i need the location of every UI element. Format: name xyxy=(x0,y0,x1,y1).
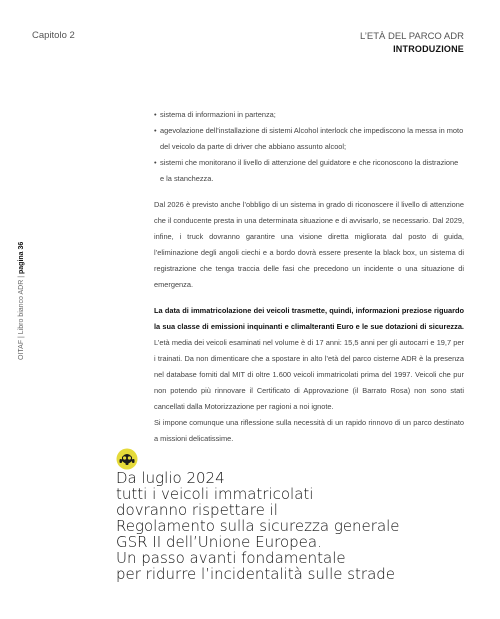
highlight-sentence: La data di immatricolazione dei veicoli trasmette, quindi, informazioni preziose riguardo la sua classe di emissioni inquinanti e climalteranti Euro e le sue dotazioni di sicurezza. xyxy=(154,306,464,331)
body-text xyxy=(154,107,464,447)
chapter-label: Capitolo 2 xyxy=(32,30,75,41)
quote-line: GSR II dell’Unione Europea. xyxy=(116,533,322,551)
quote-line: Da luglio 2024 xyxy=(116,469,225,487)
quote-line: dovranno rispettare il xyxy=(116,501,278,519)
page-number: pagina 36 xyxy=(18,241,25,274)
paragraph: Dal 2026 è previsto anche l’obbligo di un sistema in grado di riconoscere il livello di attenzione che il conducente presta in una determinata situazione e di avvisarlo, se necessario. Dal 2029, infine, i truck dovranno garantire una visione diretta migliorata dal posto di guida, l’eliminazione degli angoli ciechi e a bordo dovrà essere presente la black box, un sistema di registrazione che tenga traccia delle fasi che precedono un incidente o una situazione di emergenza. xyxy=(154,200,464,289)
gas-mask-icon xyxy=(116,448,138,470)
publisher-label: OITAF | Libro bianco ADR | xyxy=(18,275,25,360)
chapter-title: L’ETÀ DEL PARCO ADR xyxy=(359,31,464,42)
pull-quote xyxy=(116,470,476,582)
section-title: INTRODUZIONE xyxy=(393,44,464,54)
quote-line: Un passo avanti fondamentale xyxy=(116,549,346,567)
quote-line: per ridurre l’incidentalità sulle strade xyxy=(116,565,396,583)
paragraph: La data di immatricolazione dei veicoli trasmette, quindi, informazioni preziose riguardo la sua classe di emissioni inquinanti e climalteranti Euro e le sue dotazioni di sicurezza. L’età media dei veicoli esaminati nel volume è di 17 anni: 15,5 anni per gli autocarri e 19,7 per i trainati. Da non dimenticare che a spostare in alto l’età del parco cisterne ADR è la presenza nel database forniti dal MIT di oltre 1.600 veicoli immatricolati prima del 1997. Veicoli che pur non potendo più rinnovare il Certificato di Approvazione (il Barrato Rosa) non sono stati cancellati dalla Motorizzazione per ragioni a noi ignote. xyxy=(154,306,464,411)
side-footer xyxy=(18,242,25,360)
list-item: • agevolazione dell’installazione di sistemi Alcohol interlock che impediscono la messa in moto del veicolo da parte di driver che abbiano assunto alcool; xyxy=(154,126,464,151)
list-item: • sistema di informazioni in partenza; xyxy=(154,110,276,119)
quote-line: tutti i veicoli immatricolati xyxy=(116,485,314,503)
running-header xyxy=(360,30,464,56)
quote-line: Regolamento sulla sicurezza generale xyxy=(116,517,400,535)
list-item: • sistemi che monitorano il livello di attenzione del guidatore e che riconoscono la distrazione e la stanchezza. xyxy=(154,158,459,183)
paragraph: Si impone comunque una riflessione sulla necessità di un rapido rinnovo di un parco destinato a missioni delicatissime. xyxy=(154,418,464,443)
